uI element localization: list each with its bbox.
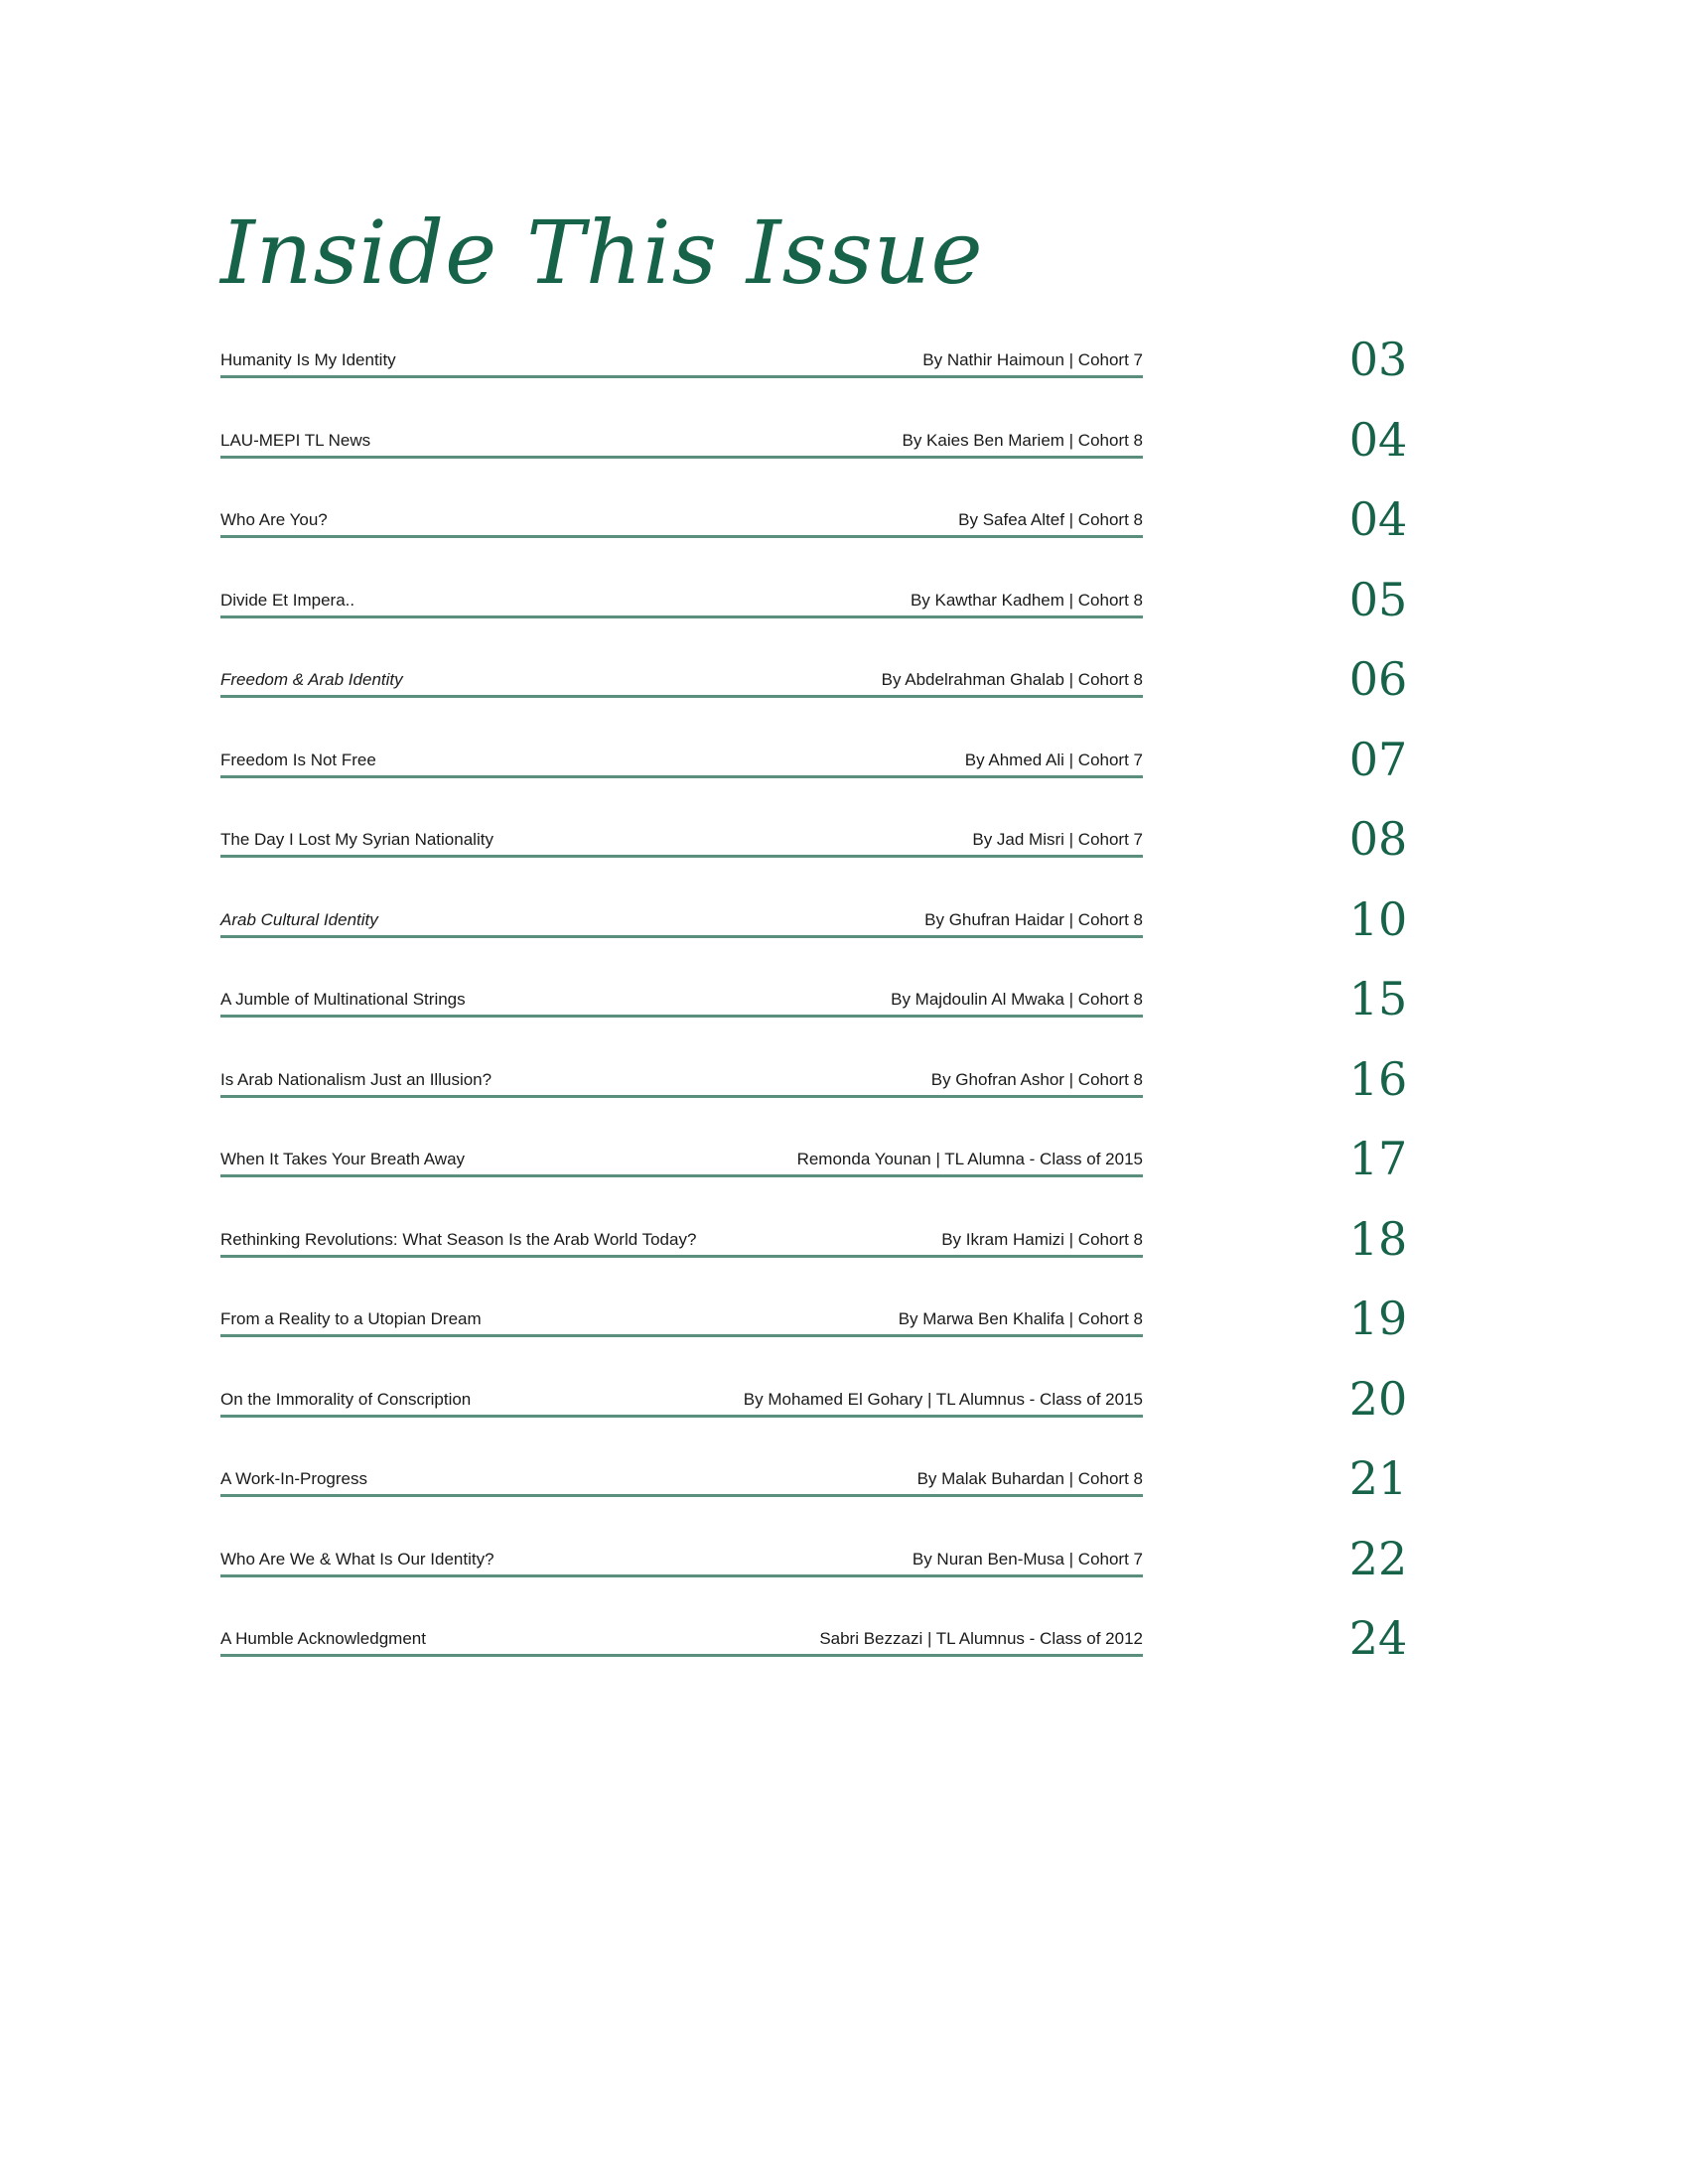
toc-entry[interactable] [220,1052,1408,1112]
page-number[interactable]: 04 [1348,413,1408,467]
entry-underline [220,746,1143,778]
page-number[interactable]: 19 [1348,1292,1408,1345]
entry-underline [220,426,1143,459]
article-title[interactable]: A Humble Acknowledgment [220,1629,426,1648]
article-title[interactable]: When It Takes Your Breath Away [220,1150,466,1168]
article-byline: By Abdelrahman Ghalab | Cohort 8 [881,670,1143,689]
article-title[interactable]: A Jumble of Multinational Strings [220,990,466,1009]
page-title: Inside This Issue [220,202,984,304]
toc-entry[interactable] [220,1292,1408,1351]
toc-entry[interactable] [220,333,1408,392]
entry-underline [220,905,1143,938]
article-title[interactable]: LAU-MEPI TL News [220,431,371,450]
toc-entry[interactable] [220,652,1408,712]
toc-entry[interactable] [220,573,1408,632]
page-number[interactable]: 16 [1348,1052,1408,1106]
toc-entry[interactable] [220,1451,1408,1511]
entry-underline [220,1225,1143,1258]
toc-entry[interactable] [220,1132,1408,1191]
article-title[interactable]: Who Are We & What Is Our Identity? [220,1550,494,1569]
entry-underline [220,1624,1143,1657]
article-byline: By Malak Buhardan | Cohort 8 [916,1469,1143,1488]
page-number[interactable]: 04 [1348,492,1408,546]
entry-underline [220,1304,1143,1337]
article-byline: By Ahmed Ali | Cohort 7 [964,751,1143,769]
article-title[interactable]: Arab Cultural Identity [220,910,378,929]
toc-entry[interactable] [220,733,1408,792]
article-byline: By Marwa Ben Khalifa | Cohort 8 [898,1309,1143,1328]
article-byline: By Ikram Hamizi | Cohort 8 [941,1230,1143,1249]
page-number[interactable]: 21 [1348,1451,1408,1505]
article-title[interactable]: Is Arab Nationalism Just an Illusion? [220,1070,492,1089]
article-title[interactable]: Divide Et Impera.. [220,591,355,610]
page-number[interactable]: 10 [1348,892,1408,946]
article-byline: Remonda Younan | TL Alumna - Class of 2015 [796,1150,1143,1168]
toc-entry[interactable] [220,972,1408,1031]
article-title[interactable]: Rethinking Revolutions: What Season Is the Arab World Today? [220,1230,697,1249]
page-number[interactable]: 22 [1348,1532,1408,1585]
toc-entry[interactable] [220,413,1408,473]
article-byline: By Nathir Haimoun | Cohort 7 [922,350,1143,369]
page-number[interactable]: 05 [1348,573,1408,626]
page-number[interactable]: 15 [1348,972,1408,1025]
toc-entry[interactable] [220,812,1408,872]
article-byline: By Safea Altef | Cohort 8 [958,510,1143,529]
page-number[interactable]: 20 [1348,1372,1408,1426]
entry-underline [220,1145,1143,1177]
toc-entry[interactable] [220,492,1408,552]
article-title[interactable]: From a Reality to a Utopian Dream [220,1309,482,1328]
toc-entry[interactable] [220,1532,1408,1591]
toc-entry[interactable] [220,892,1408,952]
entry-underline [220,985,1143,1018]
entry-underline [220,665,1143,698]
article-title[interactable]: The Day I Lost My Syrian Nationality [220,830,493,849]
article-byline: By Ghofran Ashor | Cohort 8 [930,1070,1143,1089]
page-number[interactable]: 08 [1348,812,1408,866]
entry-underline [220,825,1143,858]
entry-underline [220,1464,1143,1497]
article-byline: By Nuran Ben-Musa | Cohort 7 [912,1550,1143,1569]
article-byline: By Kaies Ben Mariem | Cohort 8 [902,431,1143,450]
article-title[interactable]: Who Are You? [220,510,328,529]
toc-entry[interactable] [220,1372,1408,1432]
article-title[interactable]: Freedom & Arab Identity [220,670,403,689]
article-title[interactable]: A Work-In-Progress [220,1469,368,1488]
article-byline: By Kawthar Kadhem | Cohort 8 [910,591,1143,610]
entry-underline [220,505,1143,538]
toc-entry[interactable] [220,1611,1408,1671]
article-byline: Sabri Bezzazi | TL Alumnus - Class of 2012 [819,1629,1143,1648]
entry-underline [220,345,1143,378]
entry-underline [220,1385,1143,1418]
entry-underline [220,1545,1143,1577]
article-byline: By Majdoulin Al Mwaka | Cohort 8 [891,990,1143,1009]
page-number[interactable]: 06 [1348,652,1408,706]
article-title[interactable]: On the Immorality of Conscription [220,1390,472,1409]
page-number[interactable]: 18 [1348,1212,1408,1266]
toc-entry[interactable] [220,1212,1408,1272]
page-number[interactable]: 07 [1348,733,1408,786]
article-byline: By Mohamed El Gohary | TL Alumnus - Class of 2015 [743,1390,1143,1409]
article-byline: By Jad Misri | Cohort 7 [972,830,1143,849]
page-number[interactable]: 24 [1348,1611,1408,1665]
article-title[interactable]: Humanity Is My Identity [220,350,396,369]
entry-underline [220,586,1143,618]
page-number[interactable]: 17 [1348,1132,1408,1185]
page-number[interactable]: 03 [1348,333,1408,386]
article-title[interactable]: Freedom Is Not Free [220,751,376,769]
entry-underline [220,1065,1143,1098]
article-byline: By Ghufran Haidar | Cohort 8 [924,910,1143,929]
